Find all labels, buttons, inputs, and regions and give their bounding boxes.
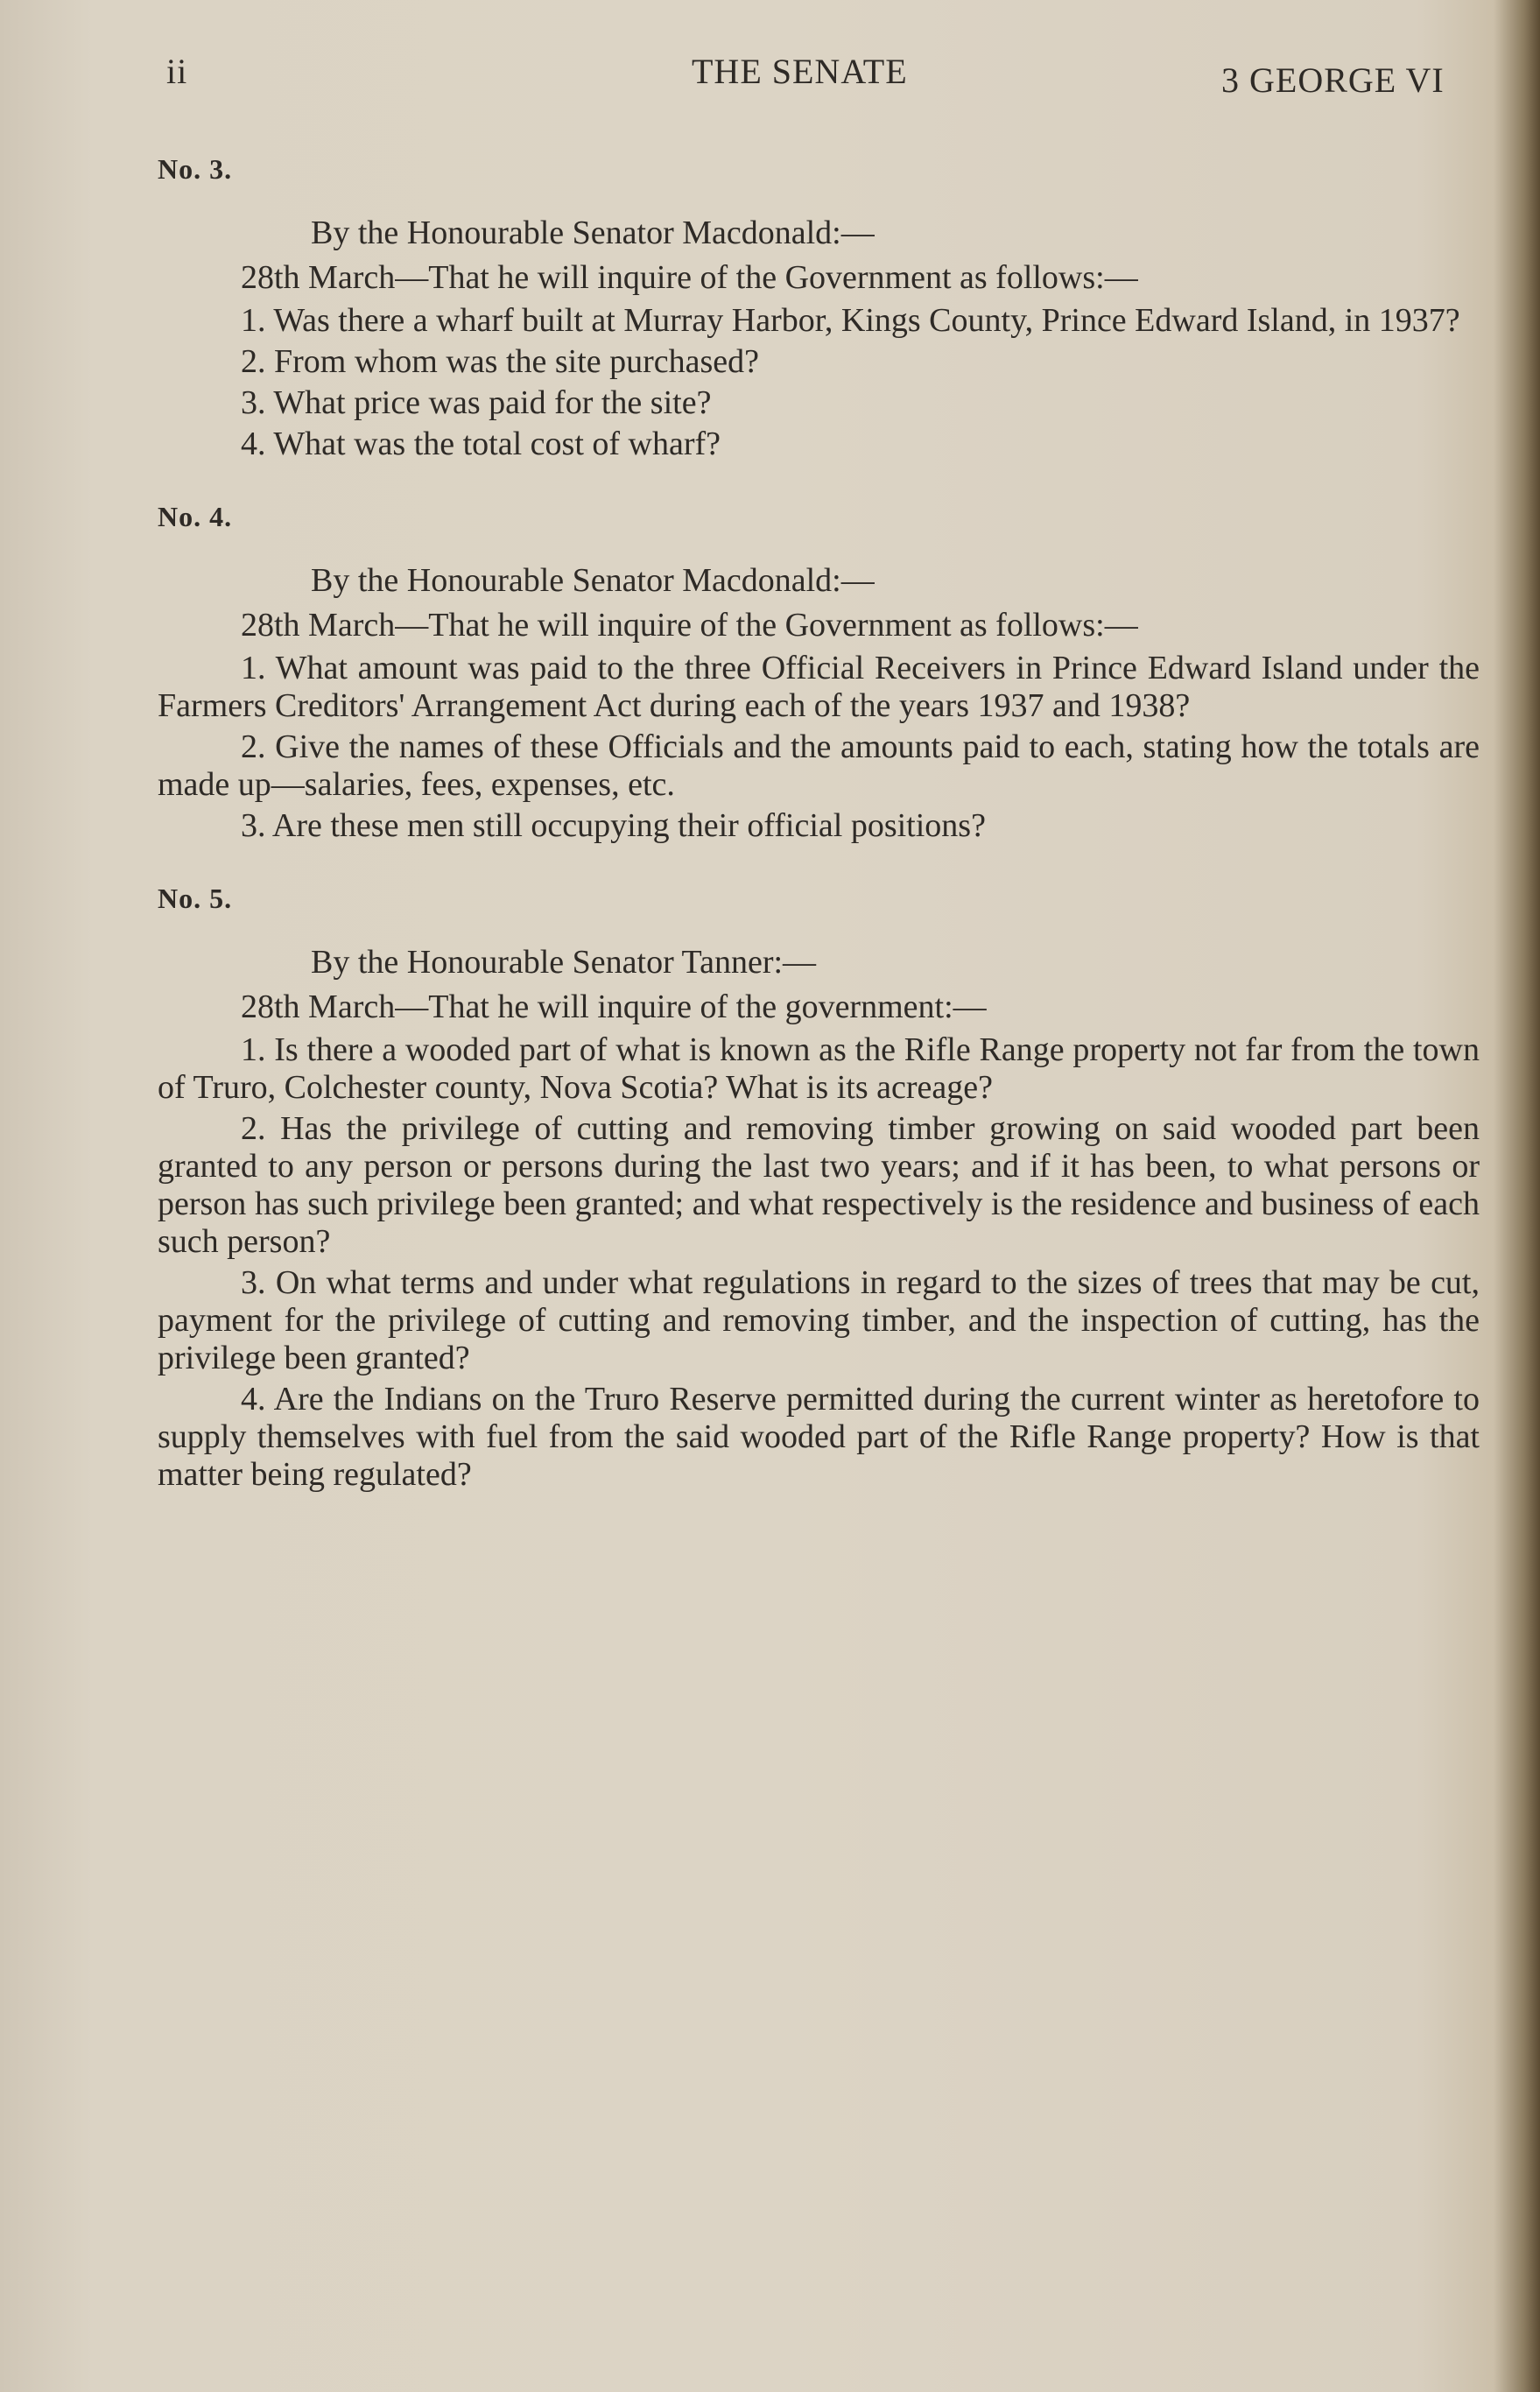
question-no-4 <box>158 498 1480 845</box>
question-author: By the Honourable Senator Macdonald:— <box>311 562 875 599</box>
question-intro: 28th March—That he will inquire of the Government as follows:— <box>241 259 1138 296</box>
question-intro: 28th March—That he will inquire of the Government as follows:— <box>241 607 1138 644</box>
question-item: 3. Are these men still occupying their official positions? <box>241 807 986 844</box>
question-item: 1. Is there a wooded part of what is known as the Rifle Range property not far from the town of Truro, Colchester county, Nova Scotia? What is its acreage? <box>158 1031 1480 1106</box>
question-author: By the Honourable Senator Tanner:— <box>311 944 817 981</box>
question-number: No. 3. <box>158 153 233 185</box>
question-no-5 <box>158 880 1480 1494</box>
question-item: 1. What amount was paid to the three Official Receivers in Prince Edward Island under the Farmers Creditors' Arrangement Act during each of the years 1937 and 1938? <box>158 650 1480 724</box>
running-title: THE SENATE <box>692 52 908 91</box>
question-number: No. 5. <box>158 883 233 914</box>
page-number: ii <box>166 52 188 91</box>
question-author: By the Honourable Senator Macdonald:— <box>311 215 875 251</box>
question-item: 3. On what terms and under what regulations in regard to the sizes of trees that may be cut, payment for the privilege of cutting and removing timber, and the inspection of cutting, has the privilege been granted? <box>158 1264 1480 1376</box>
page-header <box>0 42 1540 112</box>
regnal-year: 3 GEORGE VI <box>1221 60 1445 100</box>
question-item: 2. From whom was the site purchased? <box>241 343 760 380</box>
question-no-3 <box>158 151 1480 463</box>
question-intro: 28th March—That he will inquire of the government:— <box>241 988 987 1025</box>
question-item: 1. Was there a wharf built at Murray Harbor, Kings County, Prince Edward Island, in 1937? <box>241 302 1460 339</box>
question-item: 3. What price was paid for the site? <box>241 384 712 421</box>
question-item: 2. Give the names of these Officials and the amounts paid to each, stating how the totals are made up—salaries, fees, expenses, etc. <box>158 728 1480 803</box>
question-number: No. 4. <box>158 501 233 532</box>
question-item: 2. Has the privilege of cutting and removing timber growing on said wooded part been granted to any person or persons during the last two years; and if it has been, to what persons or person has such privilege been granted; and what respectively is the residence and business of each such person? <box>158 1110 1480 1260</box>
questions-list <box>158 151 1480 1529</box>
question-item: 4. What was the total cost of wharf? <box>241 426 721 462</box>
question-item: 4. Are the Indians on the Truro Reserve permitted during the current winter as heretofore to supply themselves with fuel from the said wooded part of the Rifle Range property? How is that matter being regulated? <box>158 1381 1480 1493</box>
